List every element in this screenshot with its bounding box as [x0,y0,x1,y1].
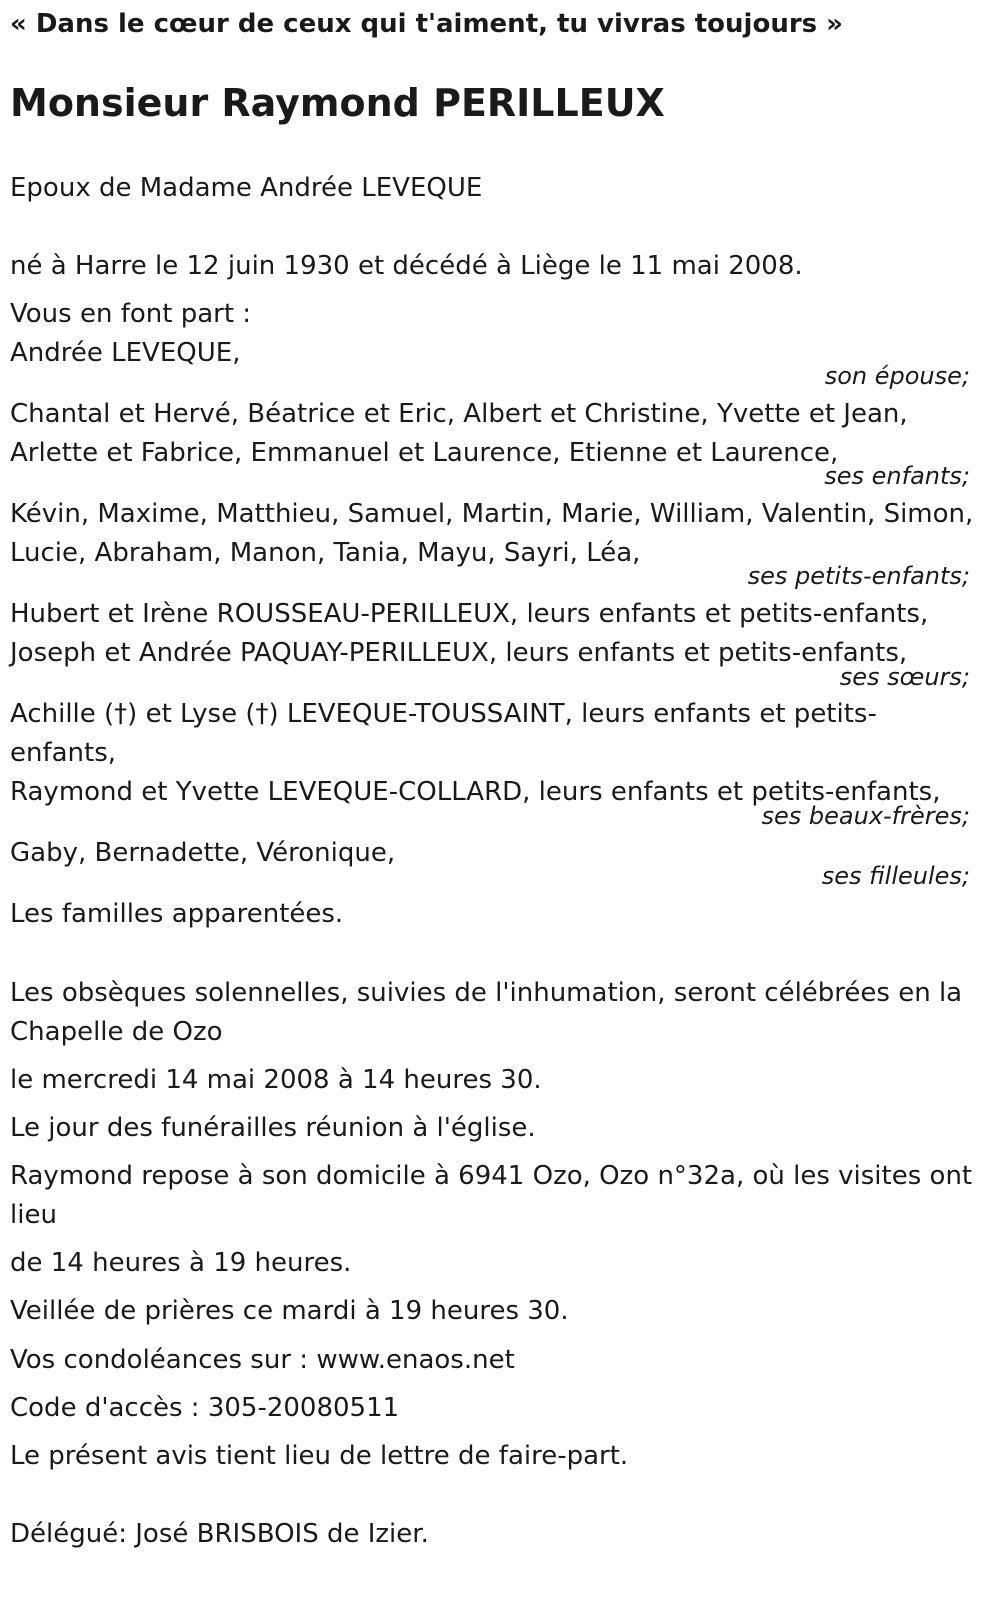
announce-line: Vous en font part : [10,299,252,329]
family-role: ses filleules; [821,862,970,890]
funeral-line: Les obsèques solennelles, suivies de l'inhumation, seront célébrées en la [10,978,963,1008]
birth-death-line: né à Harre le 12 juin 1930 et décédé à Liège le 11 mai 2008. [10,251,803,281]
family-line: Gaby, Bernadette, Véronique, [10,838,396,868]
deceased-name: Monsieur Raymond PERILLEUX [10,81,665,125]
spouse-line: Epoux de Madame Andrée LEVEQUE [10,173,483,203]
delegate-line: Délégué: José BRISBOIS de Izier. [10,1519,429,1549]
rest-line: Raymond repose à son domicile à 6941 Ozo, Ozo n°32a, où les visites ont [10,1161,973,1191]
family-role: ses beaux-frères; [761,802,970,830]
family-role: ses petits-enfants; [747,562,970,590]
family-role: ses enfants; [824,462,970,490]
family-line: Chantal et Hervé, Béatrice et Eric, Albert et Christine, Yvette et Jean, [10,399,908,429]
condolences-line: Vos condoléances sur : www.enaos.net [10,1345,515,1375]
family-line: Arlette et Fabrice, Emmanuel et Laurence, Etienne et Laurence, [10,438,839,468]
family-line: Andrée LEVEQUE, [10,338,241,368]
family-line: enfants, [10,738,117,768]
funeral-meeting: Le jour des funérailles réunion à l'église. [10,1113,536,1143]
family-line: Lucie, Abraham, Manon, Tania, Mayu, Sayri, Léa, [10,538,641,568]
notice-line: Le présent avis tient lieu de lettre de faire-part. [10,1441,629,1471]
family-line: Kévin, Maxime, Matthieu, Samuel, Martin, Marie, William, Valentin, Simon, [10,499,974,529]
visiting-hours: de 14 heures à 19 heures. [10,1248,352,1278]
vigil-line: Veillée de prières ce mardi à 19 heures 30. [10,1296,569,1326]
family-line: Achille (†) et Lyse (†) LEVEQUE-TOUSSAINT, leurs enfants et petits- [10,699,877,729]
family-line: Hubert et Irène ROUSSEAU-PERILLEUX, leurs enfants et petits-enfants, [10,599,929,629]
access-code-line: Code d'accès : 305-20080511 [10,1393,400,1423]
families-line: Les familles apparentées. [10,899,344,929]
funeral-line: Chapelle de Ozo [10,1017,223,1047]
family-line: Joseph et Andrée PAQUAY-PERILLEUX, leurs enfants et petits-enfants, [10,638,908,668]
family-role: ses sœurs; [839,663,970,691]
rest-line: lieu [10,1200,57,1230]
epigraph-quote: « Dans le cœur de ceux qui t'aiment, tu vivras toujours » [10,9,843,39]
funeral-date: le mercredi 14 mai 2008 à 14 heures 30. [10,1065,542,1095]
family-line: Raymond et Yvette LEVEQUE-COLLARD, leurs enfants et petits-enfants, [10,777,941,807]
family-role: son épouse; [824,362,970,390]
